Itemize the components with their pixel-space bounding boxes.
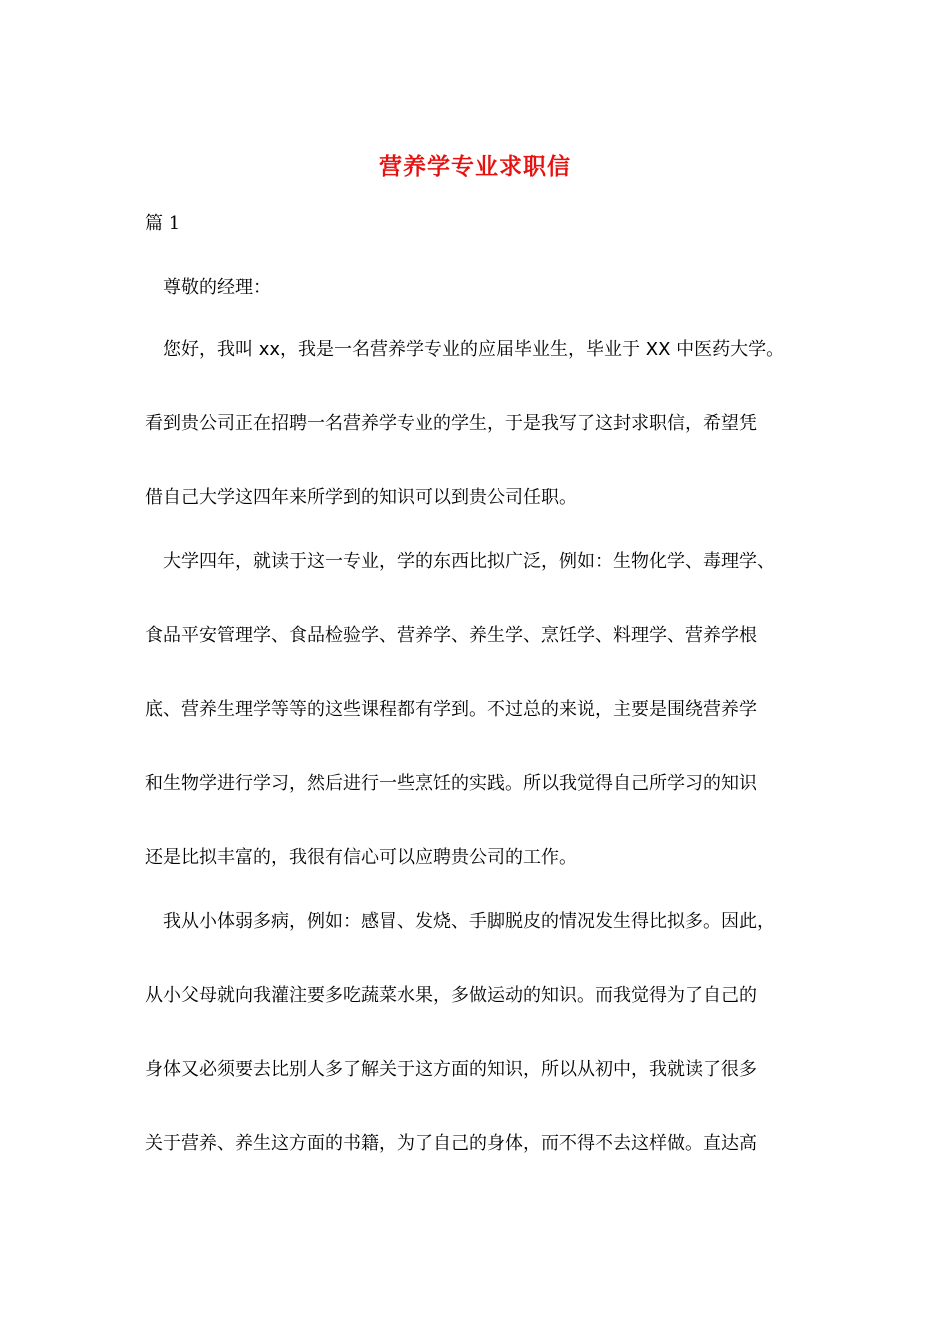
paragraph-line: 食品平安管理学、食品检验学、营养学、养生学、烹饪学、料理学、营养学根 [145,625,757,646]
paragraph-line: 还是比拟丰富的，我很有信心可以应聘贵公司的工作。 [145,847,577,868]
paragraph-line: 身体又必须要去比别人多了解关于这方面的知识，所以从初中，我就读了很多 [145,1059,757,1080]
paragraph-line: 借自己大学这四年来所学到的知识可以到贵公司任职。 [145,487,577,508]
paragraph-line: 和生物学进行学习，然后进行一些烹饪的实践。所以我觉得自己所学习的知识 [145,773,757,794]
paragraph-line: 您好，我叫 xx，我是一名营养学专业的应届毕业生，毕业于 XX 中医药大学。 [163,339,785,360]
document-title: 营养学专业求职信 [379,153,571,180]
paragraph-line: 我从小体弱多病，例如：感冒、发烧、手脚脱皮的情况发生得比拟多。因此， [163,911,775,932]
paragraph-line: 关于营养、养生这方面的书籍，为了自己的身体，而不得不去这样做。直达高 [145,1133,757,1154]
paragraph-line: 底、营养生理学等等的这些课程都有学到。不过总的来说，主要是围绕营养学 [145,699,757,720]
paragraph-line: 大学四年，就读于这一专业，学的东西比拟广泛，例如：生物化学、毒理学、 [163,551,775,572]
paragraph-line: 从小父母就向我灌注要多吃蔬菜水果，多做运动的知识。而我觉得为了自己的 [145,985,757,1006]
section-label: 篇 1 [145,213,181,234]
salutation: 尊敬的经理： [163,277,271,298]
paragraph-line: 看到贵公司正在招聘一名营养学专业的学生，于是我写了这封求职信，希望凭 [145,413,757,434]
